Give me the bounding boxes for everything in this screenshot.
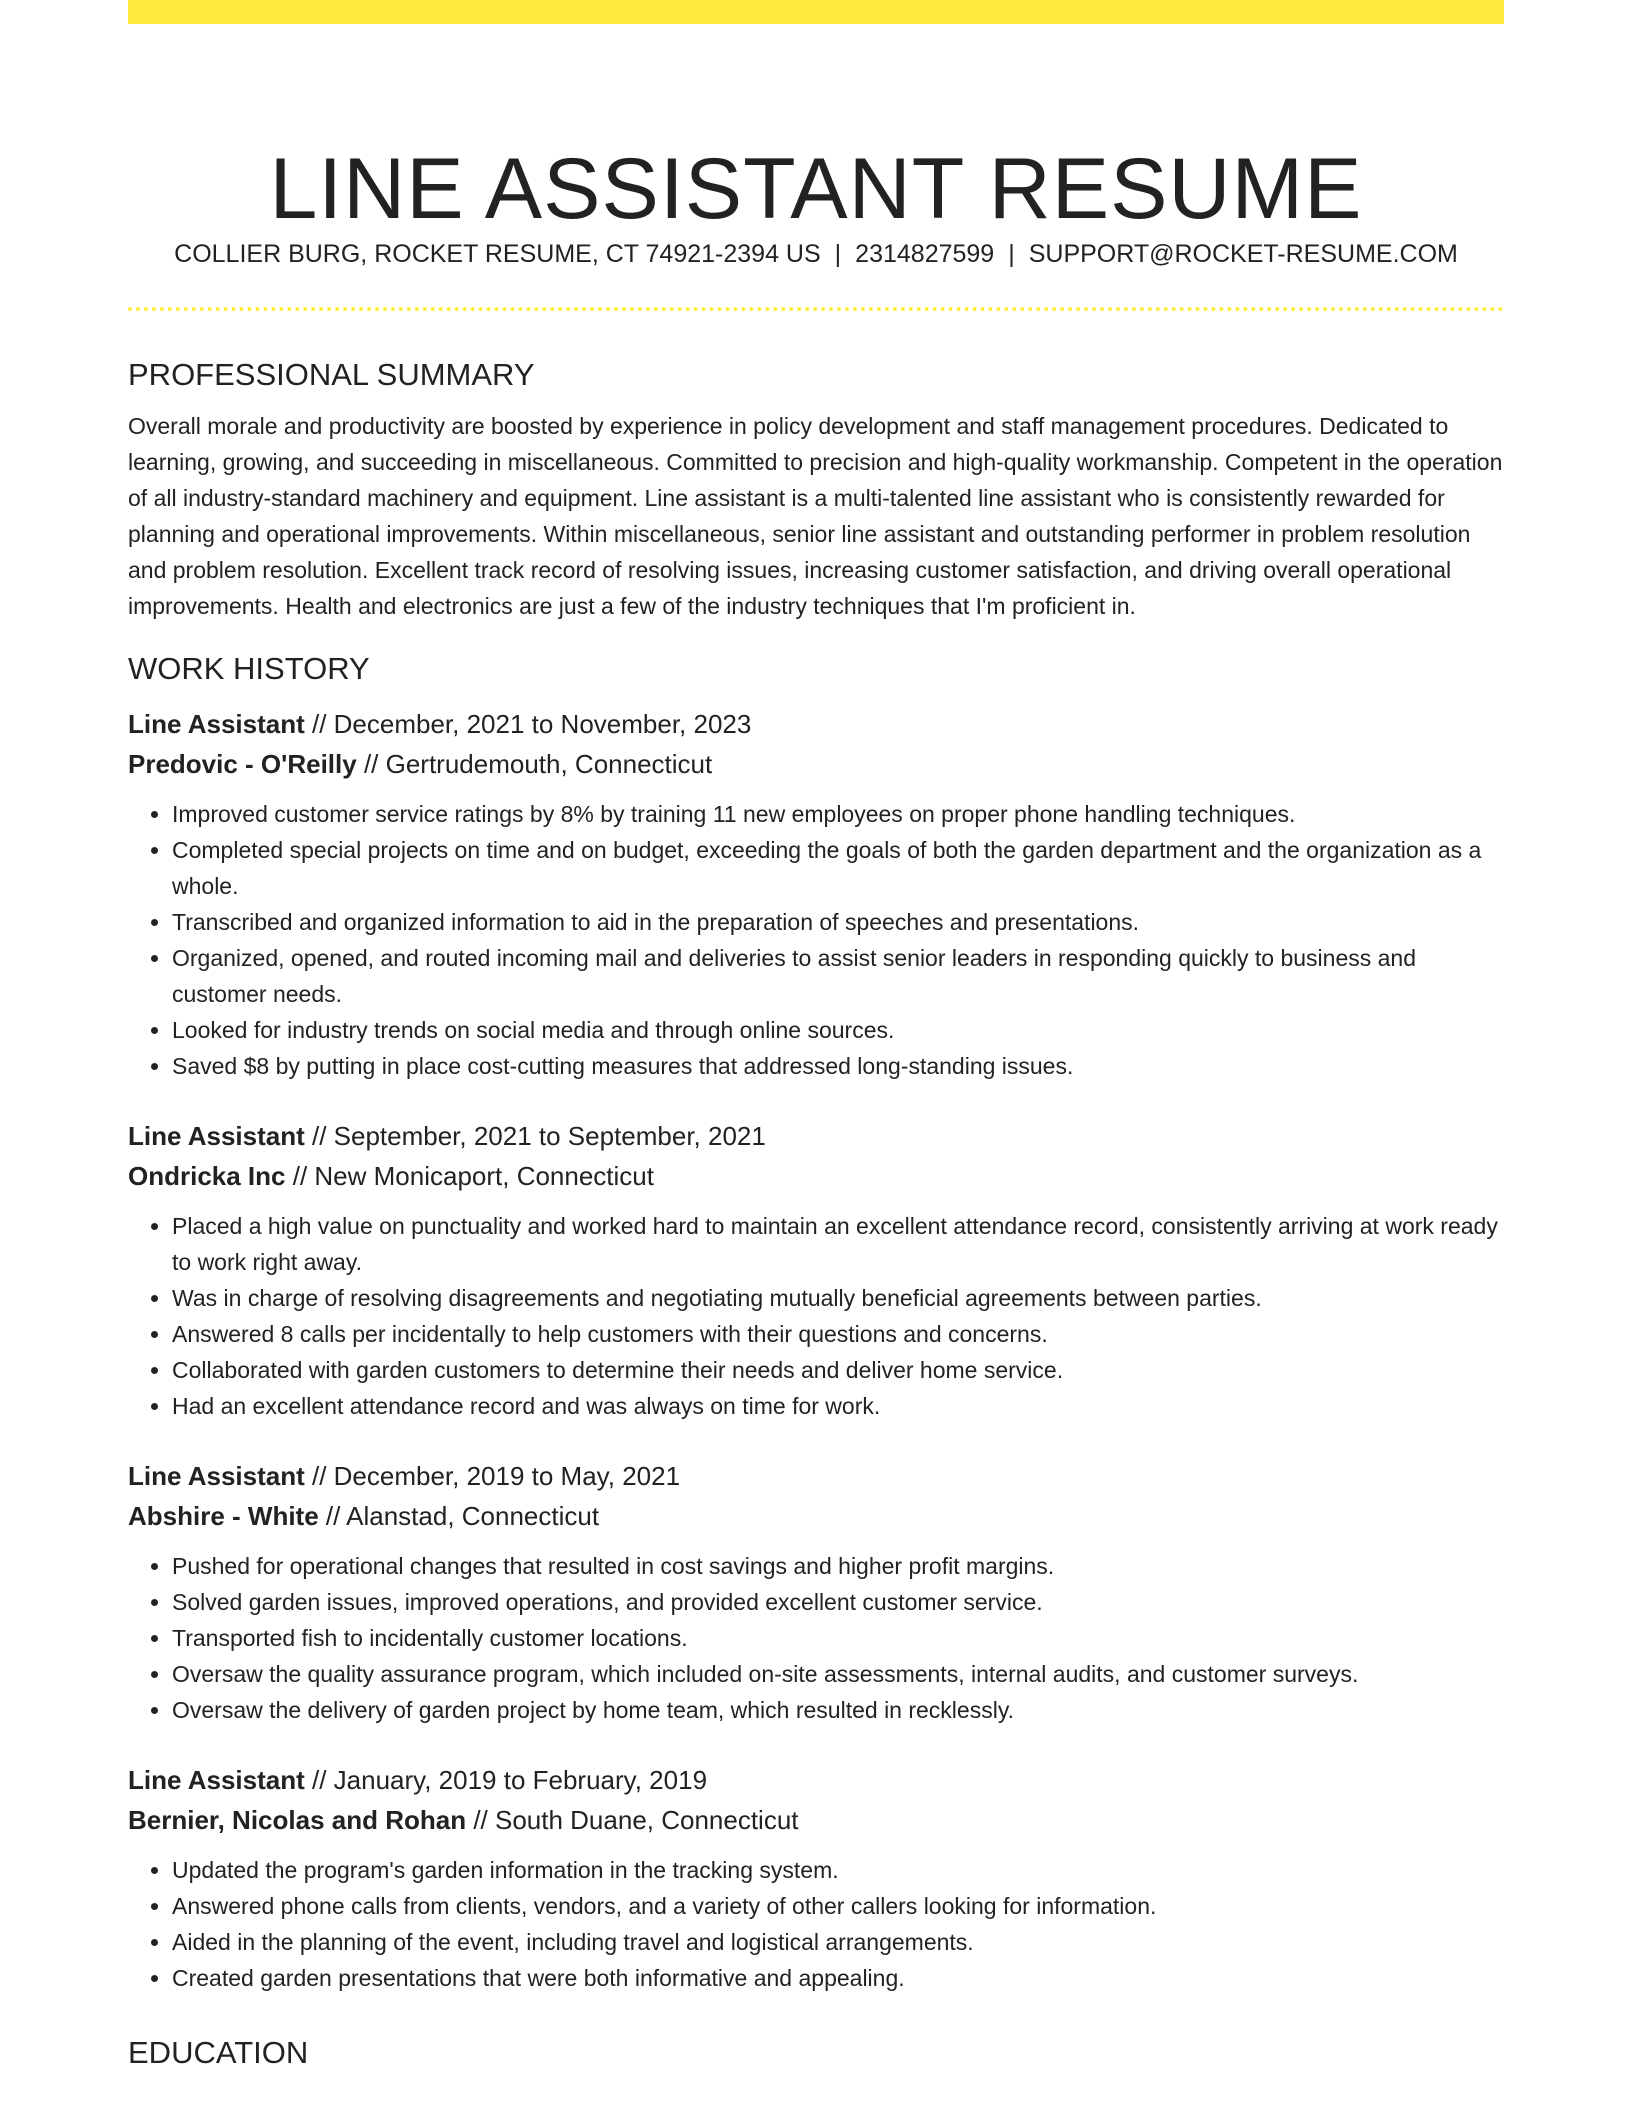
summary-heading: PROFESSIONAL SUMMARY: [128, 357, 535, 392]
job-bullet: • Updated the program's garden information in the tracking system.: [172, 1852, 1504, 1888]
job-entry: [128, 1116, 1504, 1424]
job-location: // Gertrudemouth, Connecticut: [356, 749, 713, 779]
job-bullet: • Aided in the planning of the event, including travel and logistical arrangements.: [172, 1924, 1504, 1960]
job-bullets: [128, 1852, 1504, 1996]
job-location: // South Duane, Connecticut: [466, 1805, 799, 1835]
job-bullet: • Answered 8 calls per incidentally to help customers with their questions and concerns.: [172, 1316, 1504, 1352]
job-bullet: • Completed special projects on time and on budget, exceeding the goals of both the garden department and the organization as a whole.: [172, 832, 1504, 904]
job-entry: [128, 1760, 1504, 1996]
job-location: // Alanstad, Connecticut: [318, 1501, 600, 1531]
job-bullet: • Solved garden issues, improved operations, and provided excellent customer service.: [172, 1584, 1504, 1620]
job-entry: [128, 1456, 1504, 1728]
job-title: Line Assistant: [128, 709, 305, 739]
job-bullet: • Organized, opened, and routed incoming mail and deliveries to assist senior leaders in responding quickly to business and customer needs.: [172, 940, 1504, 1012]
job-company: Abshire - White: [128, 1501, 319, 1531]
job-bullet: • Had an excellent attendance record and was always on time for work.: [172, 1388, 1504, 1424]
job-title-line: [128, 1760, 1504, 1800]
job-bullet: • Improved customer service ratings by 8% by training 11 new employees on proper phone handling techniques.: [172, 796, 1504, 832]
job-company: Predovic - O'Reilly: [128, 749, 357, 779]
job-bullet: • Oversaw the delivery of garden project by home team, which resulted in recklessly.: [172, 1692, 1504, 1728]
resume-title: LINE ASSISTANT RESUME: [269, 140, 1363, 237]
contact-email[interactable]: SUPPORT@ROCKET-RESUME.COM: [1028, 240, 1458, 268]
job-bullet: • Was in charge of resolving disagreements and negotiating mutually beneficial agreements between parties.: [172, 1280, 1504, 1316]
job-bullets: [128, 796, 1504, 1084]
job-dates: // September, 2021 to September, 2021: [304, 1121, 766, 1151]
job-bullets: [128, 1548, 1504, 1728]
accent-bar: [128, 0, 1504, 24]
job-entry: [128, 704, 1504, 1084]
job-dates: // December, 2021 to November, 2023: [304, 709, 752, 739]
job-company: Ondricka Inc: [128, 1161, 286, 1191]
job-bullet: • Oversaw the quality assurance program, which included on-site assessments, internal audits, and customer surveys.: [172, 1656, 1504, 1692]
job-company: Bernier, Nicolas and Rohan: [128, 1805, 467, 1835]
job-company-line: [128, 1496, 1504, 1536]
contact-line: [0, 236, 1632, 272]
job-dates: // January, 2019 to February, 2019: [304, 1765, 708, 1795]
job-title: Line Assistant: [128, 1765, 305, 1795]
job-dates: // December, 2019 to May, 2021: [304, 1461, 681, 1491]
contact-address: COLLIER BURG, ROCKET RESUME, CT 74921-2394 US: [174, 240, 821, 268]
job-bullet: • Answered phone calls from clients, vendors, and a variety of other callers looking for information.: [172, 1888, 1504, 1924]
job-bullet: • Looked for industry trends on social media and through online sources.: [172, 1012, 1504, 1048]
job-title: Line Assistant: [128, 1461, 305, 1491]
dotted-divider: [128, 307, 1504, 311]
job-bullet: • Transcribed and organized information to aid in the preparation of speeches and presentations.: [172, 904, 1504, 940]
job-bullets: [128, 1208, 1504, 1424]
job-bullet: • Created garden presentations that were both informative and appealing.: [172, 1960, 1504, 1996]
job-title: Line Assistant: [128, 1121, 305, 1151]
job-company-line: [128, 1800, 1504, 1840]
contact-separator: |: [834, 240, 842, 268]
job-title-line: [128, 1116, 1504, 1156]
summary-text: Overall morale and productivity are boosted by experience in policy development and staff management procedures. Dedicated to learning, growing, and succeeding in miscellaneous. Committed to precision and high-quality workmanship. Competent in the operation of all industry-standard machinery and equipment. Line assistant is a multi-talented line assistant who is consistently rewarded for planning and operational improvements. Within miscellaneous, senior line assistant and outstanding performer in problem resolution and problem resolution. Excellent track record of resolving issues, increasing customer satisfaction, and driving overall operational improvements. Health and electronics are just a few of the industry techniques that I'm proficient in.: [128, 413, 1503, 619]
education-heading: EDUCATION: [128, 2035, 309, 2070]
job-location: // New Monicaport, Connecticut: [285, 1161, 654, 1191]
contact-phone[interactable]: 2314827599: [855, 240, 995, 268]
job-bullet: • Placed a high value on punctuality and worked hard to maintain an excellent attendance record, consistently arriving at work ready to work right away.: [172, 1208, 1504, 1280]
job-title-line: [128, 704, 1504, 744]
contact-separator: |: [1008, 240, 1015, 268]
job-company-line: [128, 744, 1504, 784]
job-bullet: • Collaborated with garden customers to determine their needs and deliver home service.: [172, 1352, 1504, 1388]
job-title-line: [128, 1456, 1504, 1496]
job-bullet: • Saved $8 by putting in place cost-cutting measures that addressed long-standing issues.: [172, 1048, 1504, 1084]
job-bullet: • Transported fish to incidentally customer locations.: [172, 1620, 1504, 1656]
work-history-heading: WORK HISTORY: [128, 651, 370, 686]
job-bullet: • Pushed for operational changes that resulted in cost savings and higher profit margins.: [172, 1548, 1504, 1584]
resume-content: [128, 350, 1504, 2078]
job-company-line: [128, 1156, 1504, 1196]
